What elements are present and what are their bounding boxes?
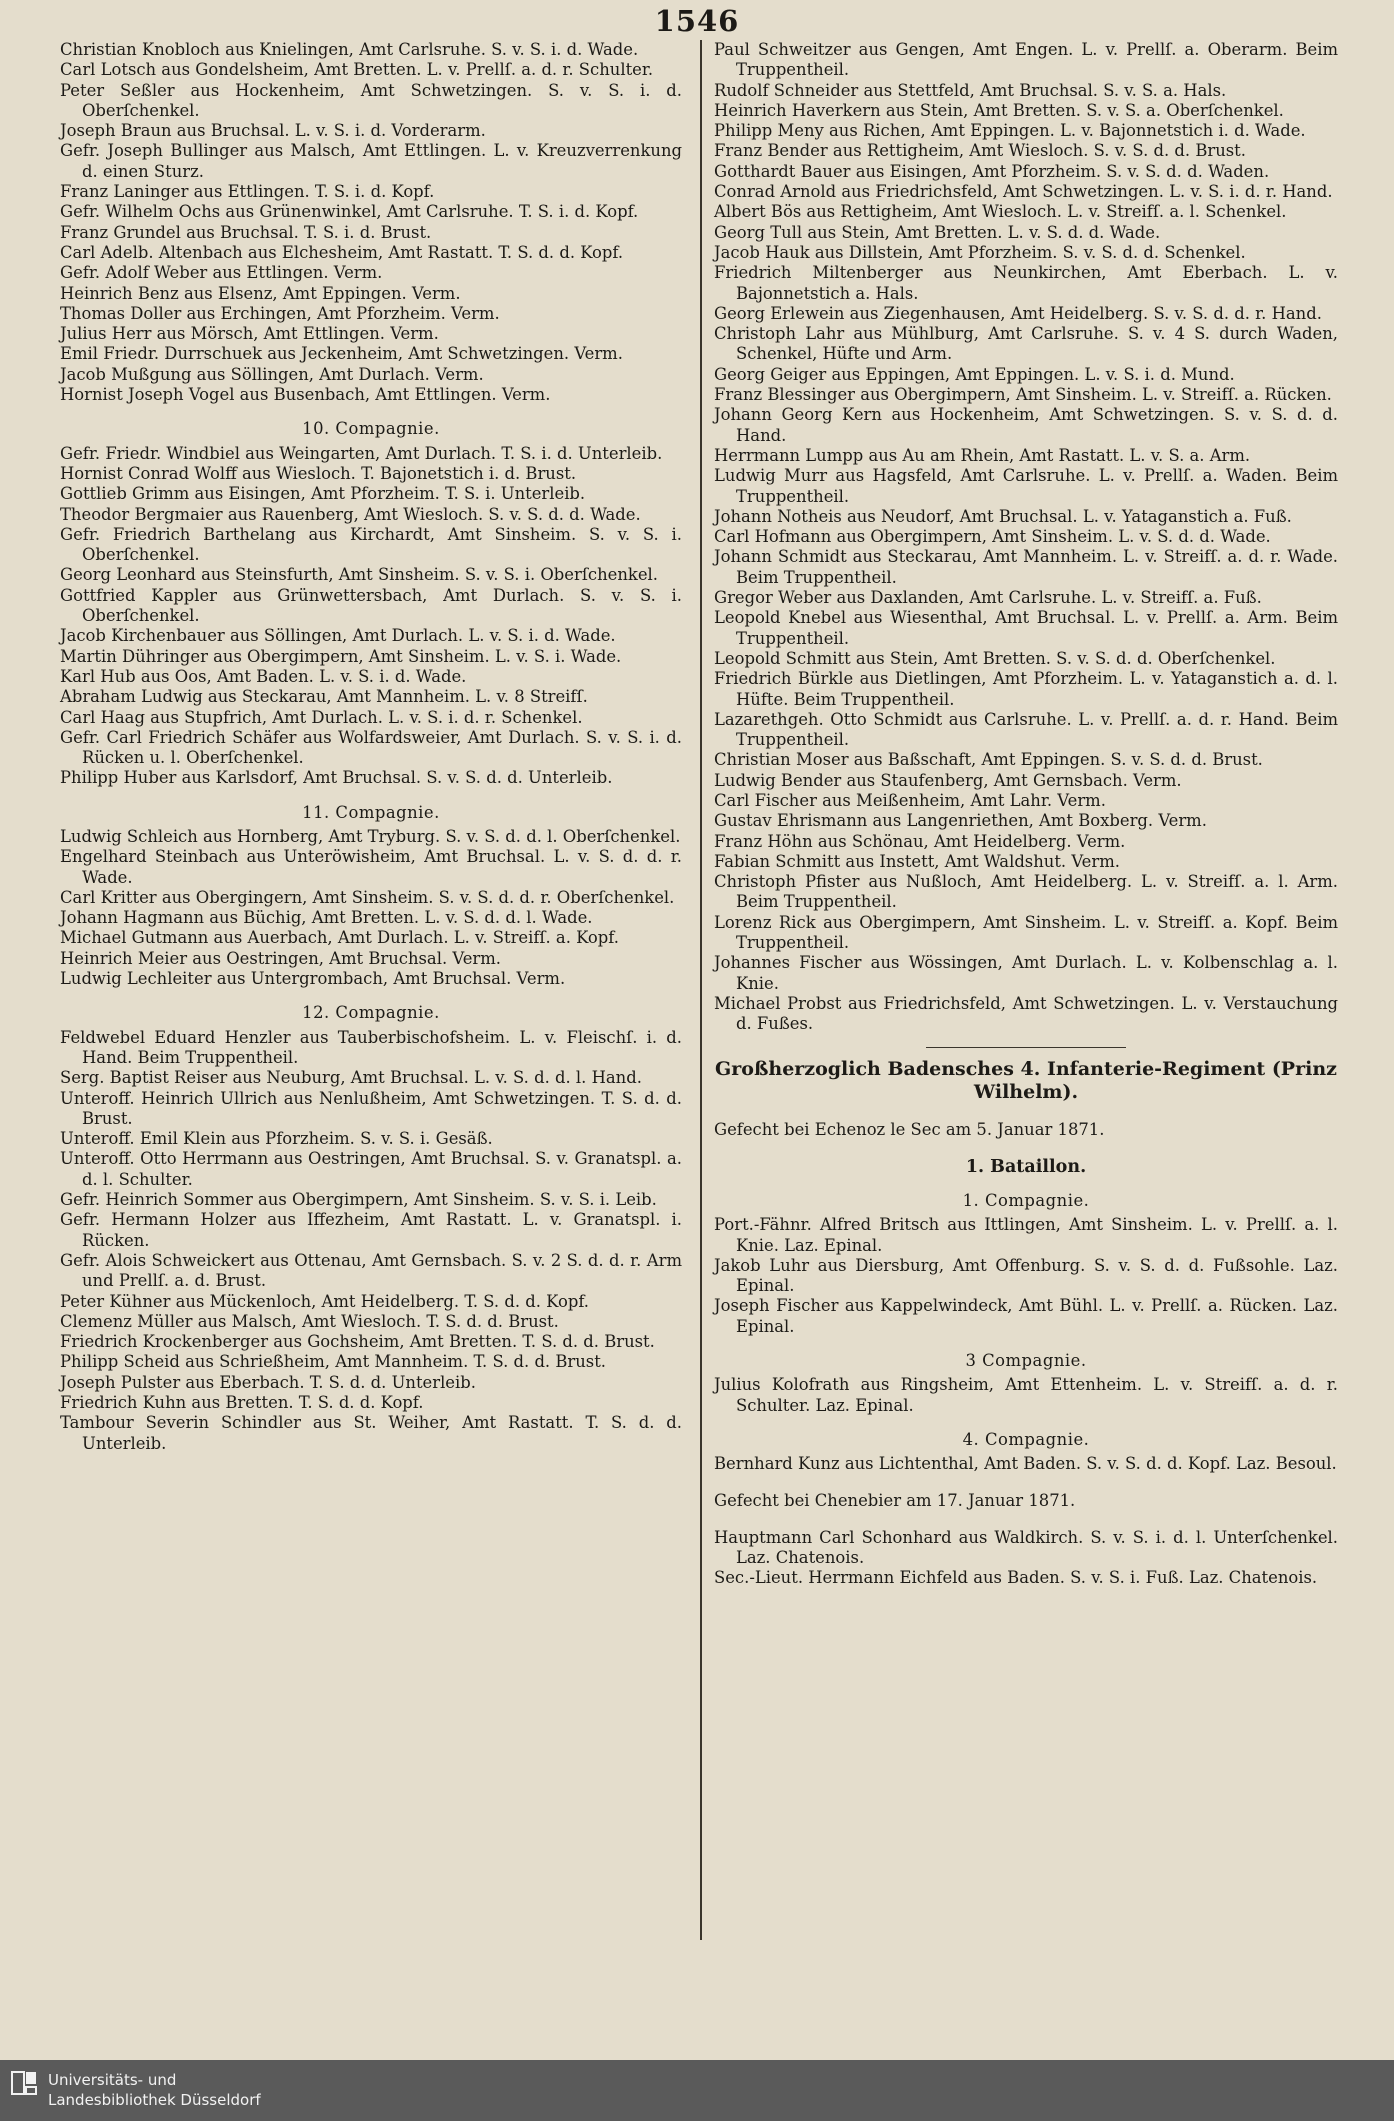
regiment-heading: Großherzoglich Badensches 4. Infanterie-Regiment (Prinz Wilhelm). [715, 1057, 1337, 1103]
casualty-entry: Georg Tull aus Stein, Amt Bretten. L. v. S. d. d. Wade. [714, 222, 1161, 242]
casualty-entry: Peter Seßler aus Hockenheim, Amt Schwetzingen. S. v. S. i. d. Oberſchenkel. [60, 80, 682, 120]
casualty-entry: Heinrich Benz aus Elsenz, Amt Eppingen. Verm. [60, 283, 461, 303]
ulb-logo-icon [10, 2068, 38, 2098]
casualty-entry: Philipp Scheid aus Schrießheim, Amt Mannheim. T. S. d. d. Brust. [60, 1352, 606, 1372]
casualty-entry: Paul Schweitzer aus Gengen, Amt Engen. L. v. Prellſ. a. Oberarm. Beim Truppentheil. [714, 40, 1338, 80]
casualty-entry: Carl Haag aus Stupfrich, Amt Durlach. L. v. S. i. d. r. Schenkel. [60, 707, 583, 727]
battalion-heading: 1. Bataillon. [965, 1156, 1087, 1177]
casualty-entry: Ludwig Lechleiter aus Untergrombach, Amt Bruchsal. Verm. [60, 969, 566, 989]
casualty-entry: Friedrich Kuhn aus Bretten. T. S. d. d. Kopf. [60, 1393, 424, 1412]
casualty-entry: Carl Lotsch aus Gondelsheim, Amt Bretten. L. v. Prellſ. a. d. r. Schulter. [60, 60, 654, 80]
column-divider [700, 40, 702, 1940]
casualty-entry: Johann Hagmann aus Büchig, Amt Bretten. L. v. S. d. d. l. Wade. [60, 908, 593, 928]
casualty-entry: Fabian Schmitt aus Instett, Amt Waldshut. Verm. [714, 851, 1120, 871]
casualty-entry: Christoph Lahr aus Mühlburg, Amt Carlsruhe. S. v. 4 S. durch Waden, Schenkel, Hüfte und Arm. [714, 324, 1338, 364]
casualty-entry: Gefr. Friedrich Barthelang aus Kirchardt, Amt Sinsheim. S. v. S. i. Oberſchenkel. [60, 524, 682, 565]
casualty-entry: Jakob Luhr aus Diersburg, Amt Offenburg. S. v. S. d. d. Fußsohle. Laz. Epinal. [714, 1255, 1338, 1296]
casualty-entry: Thomas Doller aus Erchingen, Amt Pforzheim. Verm. [60, 303, 500, 323]
casualty-entry: Rudolf Schneider aus Stettfeld, Amt Bruchsal. S. v. S. a. Hals. [714, 80, 1227, 100]
casualty-entry: Albert Bös aus Rettigheim, Amt Wiesloch. L. v. Streifſ. a. l. Schenkel. [714, 202, 1287, 222]
casualty-entry: Gefr. Joseph Bullinger aus Malsch, Amt Ettlingen. L. v. Kreuzverrenkung d. einen Sturz. [60, 141, 682, 181]
casualty-entry: Carl Adelb. Altenbach aus Elchesheim, Amt Rastatt. T. S. d. d. Kopf. [60, 242, 624, 262]
casualty-entry: Lorenz Rick aus Obergimpern, Amt Sinsheim. L. v. Streifſ. a. Kopf. Beim Truppentheil. [714, 912, 1338, 953]
casualty-entry: Gustav Ehrismann aus Langenriethen, Amt Boxberg. Verm. [714, 811, 1207, 831]
casualty-entry: Christian Knobloch aus Knielingen, Amt Carlsruhe. S. v. S. i. d. Wade. [60, 40, 639, 59]
casualty-entry: Julius Herr aus Mörsch, Amt Ettlingen. Verm. [60, 324, 439, 344]
casualty-entry: Serg. Baptist Reiser aus Neuburg, Amt Bruchsal. L. v. S. d. d. l. Hand. [60, 1068, 642, 1088]
casualty-entry: Hornist Conrad Wolff aus Wiesloch. T. Bajonetstich i. d. Brust. [60, 463, 577, 483]
battle-heading: Gefecht bei Chenebier am 17. Januar 1871. [714, 1490, 1076, 1510]
casualty-entry: Gefr. Wilhelm Ochs aus Grünenwinkel, Amt Carlsruhe. T. S. i. d. Kopf. [60, 202, 639, 222]
casualty-entry: Peter Kühner aus Mückenloch, Amt Heidelberg. T. S. d. d. Kopf. [60, 1291, 590, 1311]
casualty-entry: Gefr. Friedr. Windbiel aus Weingarten, Amt Durlach. T. S. i. d. Unterleib. [60, 443, 663, 463]
casualty-entry: Georg Geiger aus Eppingen, Amt Eppingen. L. v. S. i. d. Mund. [714, 364, 1235, 384]
battle-heading: Gefecht bei Echenoz le Sec am 5. Januar 1871. [714, 1119, 1105, 1139]
casualty-entry: Franz Laninger aus Ettlingen. T. S. i. d. Kopf. [60, 182, 435, 202]
right-column [714, 40, 1338, 1588]
casualty-entry: Johann Notheis aus Neudorf, Amt Bruchsal. L. v. Yataganstich a. Fuß. [714, 506, 1292, 526]
casualty-entry: Johann Schmidt aus Steckarau, Amt Mannheim. L. v. Streifſ. a. d. r. Wade. Beim Truppentheil. [714, 547, 1338, 587]
company-heading: 4. Compagnie. [962, 1429, 1090, 1449]
casualty-entry: Jacob Mußgung aus Söllingen, Amt Durlach. Verm. [60, 364, 484, 384]
casualty-entry: Gotthardt Bauer aus Eisingen, Amt Pforzheim. S. v. S. d. d. Waden. [714, 161, 1270, 181]
casualty-entry: Friedrich Krockenberger aus Gochsheim, Amt Bretten. T. S. d. d. Brust. [60, 1332, 655, 1352]
casualty-entry: Unteroff. Heinrich Ullrich aus Nenlußheim, Amt Schwetzingen. T. S. d. d. Brust. [60, 1088, 682, 1128]
company-heading: 3 Compagnie. [965, 1351, 1087, 1370]
casualty-entry: Friedrich Bürkle aus Dietlingen, Amt Pforzheim. L. v. Yataganstich a. d. l. Hüfte. Beim Truppentheil. [714, 669, 1338, 709]
casualty-entry: Carl Hofmann aus Obergimpern, Amt Sinsheim. L. v. S. d. d. Wade. [714, 527, 1271, 547]
casualty-entry: Philipp Huber aus Karlsdorf, Amt Bruchsal. S. v. S. d. d. Unterleib. [60, 768, 613, 788]
casualty-entry: Joseph Braun aus Bruchsal. L. v. S. i. d. Vorderarm. [60, 121, 486, 141]
casualty-entry: Bernhard Kunz aus Lichtenthal, Amt Baden. S. v. S. d. d. Kopf. Laz. Besoul. [714, 1454, 1337, 1474]
casualty-entry: Gottfried Kappler aus Grünwettersbach, Amt Durlach. S. v. S. i. Oberſchenkel. [60, 585, 682, 626]
casualty-entry: Christian Moser aus Baßschaft, Amt Eppingen. S. v. S. d. d. Brust. [714, 750, 1263, 770]
company-heading: 10. Compagnie. [302, 419, 440, 439]
casualty-entry: Karl Hub aus Oos, Amt Baden. L. v. S. i. d. Wade. [60, 666, 467, 686]
casualty-entry: Franz Blessinger aus Obergimpern, Amt Sinsheim. L. v. Streifſ. a. Rücken. [714, 385, 1332, 405]
casualty-entry: Franz Bender aus Rettigheim, Amt Wiesloch. S. v. S. d. d. Brust. [714, 141, 1246, 161]
footer-text [48, 2070, 261, 2110]
casualty-entry: Gefr. Heinrich Sommer aus Obergimpern, Amt Sinsheim. S. v. S. i. Leib. [60, 1190, 657, 1210]
casualty-entry: Hauptmann Carl Schonhard aus Waldkirch. S. v. S. i. d. l. Unterſchenkel. Laz. Chatenois. [714, 1527, 1338, 1567]
casualty-entry: Carl Kritter aus Obergingern, Amt Sinsheim. S. v. S. d. d. r. Oberſchenkel. [60, 887, 675, 907]
casualty-entry: Julius Kolofrath aus Ringsheim, Amt Ettenheim. L. v. Streifſ. a. d. r. Schulter. Laz. Epinal. [714, 1375, 1338, 1415]
casualty-entry: Joseph Fischer aus Kappelwindeck, Amt Bühl. L. v. Prellſ. a. Rücken. Laz. Epinal. [714, 1296, 1338, 1336]
casualty-entry: Gregor Weber aus Daxlanden, Amt Carlsruhe. L. v. Streifſ. a. Fuß. [714, 588, 1262, 608]
casualty-entry: Engelhard Steinbach aus Unteröwisheim, Amt Bruchsal. L. v. S. d. d. r. Wade. [60, 847, 682, 887]
casualty-entry: Abraham Ludwig aus Steckarau, Amt Mannheim. L. v. 8 Streifſ. [60, 687, 588, 707]
casualty-entry: Martin Dühringer aus Obergimpern, Amt Sinsheim. L. v. S. i. Wade. [60, 646, 622, 666]
casualty-entry: Port.-Fähnr. Alfred Britsch aus Ittlingen, Amt Sinsheim. L. v. Prellſ. a. l. Knie. Laz. Epinal. [714, 1215, 1338, 1255]
casualty-entry: Gottlieb Grimm aus Eisingen, Amt Pforzheim. T. S. i. Unterleib. [60, 484, 586, 504]
casualty-entry: Michael Gutmann aus Auerbach, Amt Durlach. L. v. Streifſ. a. Kopf. [60, 928, 619, 948]
page-number: 1546 [654, 4, 740, 38]
casualty-entry: Heinrich Meier aus Oestringen, Amt Bruchsal. Verm. [60, 948, 501, 968]
casualty-entry: Michael Probst aus Friedrichsfeld, Amt Schwetzingen. L. v. Verstauchung d. Fußes. [714, 993, 1338, 1034]
casualty-entry: Feldwebel Eduard Henzler aus Tauberbischofsheim. L. v. Fleischſ. i. d. Hand. Beim Truppentheil. [60, 1027, 682, 1067]
casualty-entry: Johann Georg Kern aus Hockenheim, Amt Schwetzingen. S. v. S. d. d. Hand. [714, 405, 1338, 445]
casualty-entry: Ludwig Schleich aus Hornberg, Amt Tryburg. S. v. S. d. d. l. Oberſchenkel. [60, 826, 681, 846]
casualty-entry: Gefr. Adolf Weber aus Ettlingen. Verm. [60, 263, 383, 283]
library-footer [0, 2060, 1394, 2121]
casualty-entry: Joseph Pulster aus Eberbach. T. S. d. d. Unterleib. [60, 1372, 476, 1392]
casualty-entry: Gefr. Hermann Holzer aus Iffezheim, Amt Rastatt. L. v. Granatspl. i. Rücken. [60, 1210, 682, 1250]
casualty-entry: Unteroff. Otto Herrmann aus Oestringen, Amt Bruchsal. S. v. Granatspl. a. d. l. Schulter. [60, 1149, 682, 1189]
casualty-entry: Johannes Fischer aus Wössingen, Amt Durlach. L. v. Kolbenschlag a. l. Knie. [714, 953, 1338, 993]
casualty-entry: Friedrich Miltenberger aus Neunkirchen, Amt Eberbach. L. v. Bajonnetstich a. Hals. [714, 263, 1338, 303]
casualty-entry: Franz Grundel aus Bruchsal. T. S. i. d. Brust. [60, 222, 432, 242]
casualty-entry: Tambour Severin Schindler aus St. Weiher, Amt Rastatt. T. S. d. d. Unterleib. [60, 1413, 682, 1453]
casualty-entry: Gefr. Alois Schweickert aus Ottenau, Amt Gernsbach. S. v. 2 S. d. d. r. Arm und Prellſ. a. d. Brust. [60, 1250, 682, 1291]
casualty-entry: Theodor Bergmaier aus Rauenberg, Amt Wiesloch. S. v. S. d. d. Wade. [60, 504, 641, 524]
casualty-entry: Georg Leonhard aus Steinsfurth, Amt Sinsheim. S. v. S. i. Oberſchenkel. [60, 565, 658, 585]
casualty-entry: Sec.-Lieut. Herrmann Eichfeld aus Baden. S. v. S. i. Fuß. Laz. Chatenois. [714, 1568, 1318, 1588]
casualty-entry: Heinrich Haverkern aus Stein, Amt Bretten. S. v. S. a. Oberſchenkel. [714, 100, 1284, 120]
company-heading: 11. Compagnie. [302, 802, 440, 822]
company-heading: 12. Compagnie. [302, 1003, 440, 1023]
footer-line-1: Universitäts- und [48, 2071, 177, 2089]
casualty-entry: Leopold Knebel aus Wiesenthal, Amt Bruchsal. L. v. Prellſ. a. Arm. Beim Truppentheil. [714, 608, 1338, 648]
casualty-entry: Unteroff. Emil Klein aus Pforzheim. S. v. S. i. Gesäß. [60, 1129, 493, 1149]
casualty-entry: Conrad Arnold aus Friedrichsfeld, Amt Schwetzingen. L. v. S. i. d. r. Hand. [714, 182, 1333, 202]
casualty-entry: Jacob Hauk aus Dillstein, Amt Pforzheim. S. v. S. d. d. Schenkel. [714, 242, 1246, 262]
casualty-entry: Jacob Kirchenbauer aus Söllingen, Amt Durlach. L. v. S. i. d. Wade. [60, 626, 616, 646]
casualty-entry: Clemenz Müller aus Malsch, Amt Wiesloch. T. S. d. d. Brust. [60, 1311, 559, 1331]
casualty-entry: Carl Fischer aus Meißenheim, Amt Lahr. Verm. [714, 790, 1106, 810]
casualty-entry: Franz Höhn aus Schönau, Amt Heidelberg. Verm. [714, 831, 1126, 851]
footer-line-2: Landesbibliothek Düsseldorf [48, 2091, 261, 2109]
casualty-entry: Ludwig Bender aus Staufenberg, Amt Gernsbach. Verm. [714, 770, 1182, 790]
casualty-entry: Lazarethgeh. Otto Schmidt aus Carlsruhe. L. v. Prellſ. a. d. r. Hand. Beim Truppentheil. [714, 709, 1338, 750]
casualty-entry: Leopold Schmitt aus Stein, Amt Bretten. S. v. S. d. d. Oberſchenkel. [714, 648, 1276, 668]
company-heading: 1. Compagnie. [962, 1190, 1090, 1210]
left-column [60, 40, 682, 1454]
casualty-entry: Hornist Joseph Vogel aus Busenbach, Amt Ettlingen. Verm. [60, 385, 551, 405]
casualty-entry: Gefr. Carl Friedrich Schäfer aus Wolfardsweier, Amt Durlach. S. v. S. i. d. Rücken u. l. Oberſchenkel. [60, 727, 682, 768]
casualty-entry: Herrmann Lumpp aus Au am Rhein, Amt Rastatt. L. v. S. a. Arm. [714, 445, 1251, 465]
casualty-entry: Emil Friedr. Durrschuek aus Jeckenheim, Amt Schwetzingen. Verm. [60, 344, 623, 364]
casualty-entry: Philipp Meny aus Richen, Amt Eppingen. L. v. Bajonnetstich i. d. Wade. [714, 121, 1306, 141]
casualty-entry: Georg Erlewein aus Ziegenhausen, Amt Heidelberg. S. v. S. d. d. r. Hand. [714, 303, 1322, 323]
casualty-entry: Christoph Pfister aus Nußloch, Amt Heidelberg. L. v. Streifſ. a. l. Arm. Beim Truppentheil. [714, 872, 1338, 912]
casualty-entry: Ludwig Murr aus Hagsfeld, Amt Carlsruhe. L. v. Prellſ. a. Waden. Beim Truppentheil. [714, 466, 1338, 506]
section-separator [926, 1047, 1126, 1048]
